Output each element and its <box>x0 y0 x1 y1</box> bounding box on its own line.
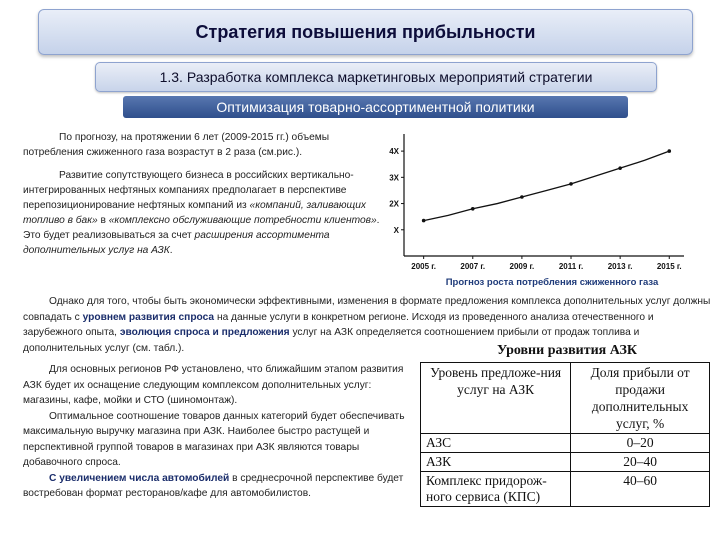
table-cell-share: 0–20 <box>571 434 710 453</box>
table-cell-share: 20–40 <box>571 453 710 472</box>
intro-text <box>23 130 385 266</box>
intro-p2-text-3: . Это будет реализовываться за счет <box>23 215 380 241</box>
x-tick-label: 2007 г. <box>460 262 486 271</box>
regions-bold: С увеличением числа автомобилей <box>49 472 230 484</box>
x-tick-label: 2013 г. <box>607 262 633 271</box>
intro-p2-quote-2: «комплексно обслуживающие потребности клиентов» <box>108 215 377 226</box>
page-title-banner <box>38 9 693 55</box>
chart-caption: Прогноз роста потребления сжиженного газа <box>445 277 659 288</box>
table-title: Уровни развития АЗК <box>496 343 638 358</box>
regions-text-end: в среднесрочной перспективе будет востребован формат ресторанов/кафе для автомобилистов. <box>23 472 404 499</box>
intro-p2-text: Развитие сопутствующего бизнеса в российских вертикально-интегрированных нефтяных компаниях предполагает в перспективе перепозиционирование нефтяных компаний из <box>23 170 354 211</box>
analysis-text-3: услуг на АЗК определяется соотношением прибыли от продаж топлива и дополнительных услуг (см. табл.). <box>23 327 640 354</box>
table-cell-share: 40–60 <box>571 472 710 507</box>
forecast-line <box>424 151 670 220</box>
y-tick-label: 2X <box>389 199 399 209</box>
table-header-share: Доля прибыли от продажи дополнительных услуг, % <box>571 363 710 434</box>
section-subtitle-box <box>95 62 657 92</box>
table-row <box>421 434 710 453</box>
x-tick-label: 2015 г. <box>656 262 682 271</box>
analysis-text-1: Однако для того, чтобы быть экономически эффективными, изменения в формате предложения комплекса дополнительных услуг должны совпадать с <box>23 296 711 323</box>
regions-text <box>23 362 408 502</box>
data-point <box>569 182 573 186</box>
intro-paragraph-1: По прогнозу, на протяжении 6 лет (2009-2015 гг.) объемы потребления сжиженного газа возрастут в 2 раза (см.рис.). <box>23 132 330 158</box>
x-tick-label: 2011 г. <box>558 262 584 271</box>
forecast-chart <box>384 128 704 288</box>
y-tick-label: 4X <box>389 147 399 157</box>
data-point <box>618 166 622 170</box>
intro-p2-text-2: в <box>97 215 109 226</box>
data-point <box>471 207 475 211</box>
intro-paragraph-2 <box>23 168 385 258</box>
intro-p2-quote-1: «компаний, заливающих топливо в бак» <box>23 200 366 226</box>
topic-title: Оптимизация товарно-ассортиментной политики <box>216 99 535 115</box>
y-tick-label: 3X <box>389 173 399 183</box>
table-row <box>421 472 710 507</box>
analysis-text-2: на данные услуги в конкретном регионе. Исходя из проведенного анализа отечественного и зарубежного опыта, <box>23 311 654 338</box>
regions-paragraph-1: Для основных регионов РФ установлено, что ближайшим этапом развития АЗК будет их оснащение следующим комплексом дополнительных услуг: магазины, кафе, мойки и СТО (шиномонтаж). <box>23 364 404 406</box>
intro-p2-end: . <box>169 245 173 256</box>
table-row <box>421 453 710 472</box>
analysis-bold-1: уровнем развития спроса <box>82 311 215 323</box>
table-header-row <box>421 363 710 434</box>
table-header-level: Уровень предложе-ния услуг на АЗК <box>421 363 571 434</box>
data-point <box>422 219 426 223</box>
levels-table <box>420 362 710 507</box>
section-subtitle: 1.3. Разработка комплекса маркетинговых мероприятий стратегии <box>159 69 593 85</box>
page-title: Стратегия повышения прибыльности <box>195 21 536 42</box>
data-point <box>520 195 524 199</box>
table-cell-level: Комплекс придорож-ного сервиса (КПС) <box>421 472 571 507</box>
analysis-bold-2: эволюция спроса и предложения <box>119 327 290 338</box>
x-tick-label: 2009 г. <box>509 262 535 271</box>
forecast-chart-svg <box>384 128 704 278</box>
topic-bar <box>123 96 628 118</box>
x-tick-label: 2005 г. <box>411 262 437 271</box>
table-cell-level: АЗС <box>421 434 571 453</box>
table-cell-level: АЗК <box>421 453 571 472</box>
data-point <box>667 149 671 153</box>
y-tick-label: X <box>393 225 399 235</box>
regions-paragraph-2: Оптимальное соотношение товаров данных категорий будет обеспечивать максимальную выручку магазина при АЗК. Наиболее быстро растущей и перспективной группой товаров в магазинах при АЗК являются товары добавочного спроса. <box>23 410 405 468</box>
intro-p2-emphasis: расширения ассортимента дополнительных услуг на АЗК <box>23 230 330 256</box>
regions-paragraph-3 <box>23 471 408 502</box>
